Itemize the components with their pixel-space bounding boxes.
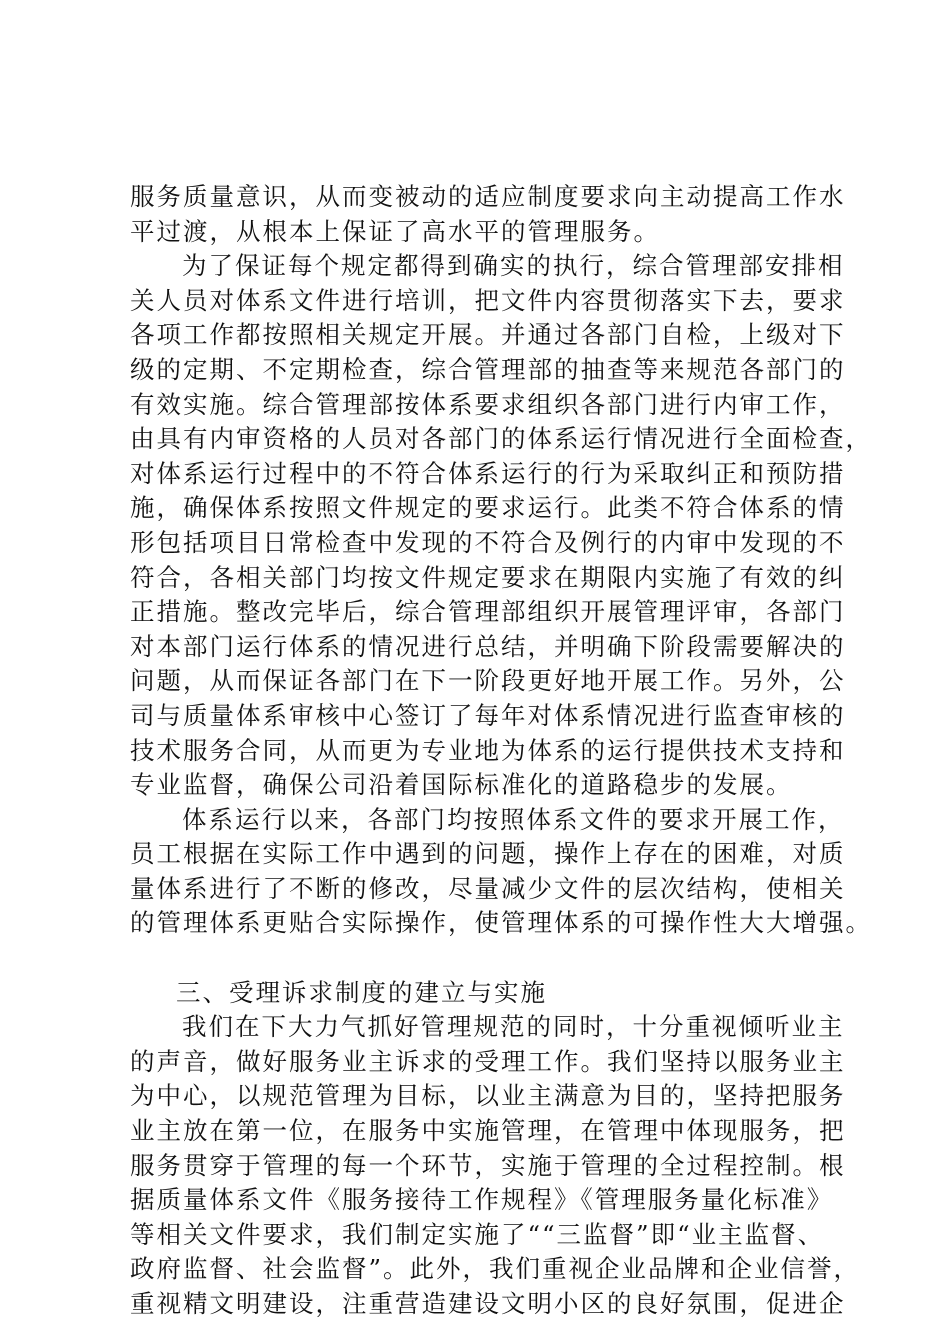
- paragraph-line: 问题，从而保证各部门在下一阶段更好地开展工作。另外，公: [130, 666, 846, 696]
- paragraph-line: 技术服务合同，从而更为专业地为体系的运行提供技术支持和: [130, 735, 846, 765]
- paragraph-line: 形包括项目日常检查中发现的不符合及例行的内审中发现的不: [130, 527, 846, 557]
- paragraph-line: 对本部门运行体系的情况进行总结，并明确下阶段需要解决的: [130, 631, 846, 661]
- paragraph-line: 服务质量意识，从而变被动的适应制度要求向主动提高工作水: [130, 182, 846, 211]
- document-body: [130, 180, 872, 1322]
- paragraph-line: 体系运行以来，各部门均按照体系文件的要求开展工作，: [182, 804, 845, 834]
- paragraph-line: 对体系运行过程中的不符合体系运行的行为采取纠正和预防措: [130, 458, 846, 488]
- paragraph-line: 司与质量体系审核中心签订了每年对体系情况进行监查审核的: [130, 700, 846, 730]
- paragraph-line: 符合，各相关部门均按文件规定要求在期限内实施了有效的纠: [130, 562, 846, 592]
- paragraph-line: 正措施。整改完毕后，综合管理部组织开展管理评审，各部门: [130, 597, 846, 627]
- paragraph-line: 为中心，以规范管理为目标，以业主满意为目的，坚持把服务: [130, 1081, 846, 1111]
- paragraph-line: 业主放在第一位，在服务中实施管理，在管理中体现服务，把: [130, 1116, 846, 1146]
- blank-line: [130, 941, 840, 976]
- paragraph-line: 关人员对体系文件进行培训，把文件内容贯彻落实下去，要求: [130, 285, 846, 315]
- paragraph-line: 级的定期、不定期检查，综合管理部的抽查等来规范各部门的: [130, 354, 846, 384]
- section-heading: 三、受理诉求制度的建立与实施: [176, 977, 547, 1007]
- paragraph-line: 等相关文件要求，我们制定实施了““三监督”即“业主监督、: [130, 1219, 825, 1249]
- paragraph-line: 我们在下大力气抓好管理规范的同时，十分重视倾听业主: [182, 1012, 845, 1042]
- paragraph-line: 为了保证每个规定都得到确实的执行，综合管理部安排相: [182, 251, 845, 281]
- paragraph-line: 重视精文明建设，注重营造建设文明小区的良好氛围，促进企: [130, 1289, 846, 1318]
- paragraph-line: 政府监督、社会监督”。此外，我们重视企业品牌和企业信誉，: [130, 1254, 861, 1284]
- paragraph-line: 服务贯穿于管理的每一个环节，实施于管理的全过程控制。根: [130, 1150, 846, 1180]
- paragraph-line: 平过渡，从根本上保证了高水平的管理服务。: [130, 216, 660, 246]
- paragraph-line: 的管理体系更贴合实际操作，使管理体系的可操作性大大增强。: [130, 908, 872, 938]
- paragraph-line: 有效实施。综合管理部按体系要求组织各部门进行内审工作，: [130, 389, 846, 419]
- paragraph-line: 的声音，做好服务业主诉求的受理工作。我们坚持以服务业主: [130, 1046, 846, 1076]
- paragraph-line: 专业监督，确保公司沿着国际标准化的道路稳步的发展。: [130, 770, 793, 800]
- paragraph-line: 各项工作都按照相关规定开展。并通过各部门自检，上级对下: [130, 320, 846, 350]
- paragraph-line: 由具有内审资格的人员对各部门的体系运行情况进行全面检查，: [130, 424, 872, 454]
- paragraph-line: 施，确保体系按照文件规定的要求运行。此类不符合体系的情: [130, 493, 846, 523]
- paragraph-line: 量体系进行了不断的修改，尽量减少文件的层次结构，使相关: [130, 873, 846, 903]
- paragraph-line: 员工根据在实际工作中遇到的问题，操作上存在的困难，对质: [130, 839, 846, 869]
- paragraph-line: 据质量体系文件《服务接待工作规程》《管理服务量化标准》: [130, 1185, 834, 1215]
